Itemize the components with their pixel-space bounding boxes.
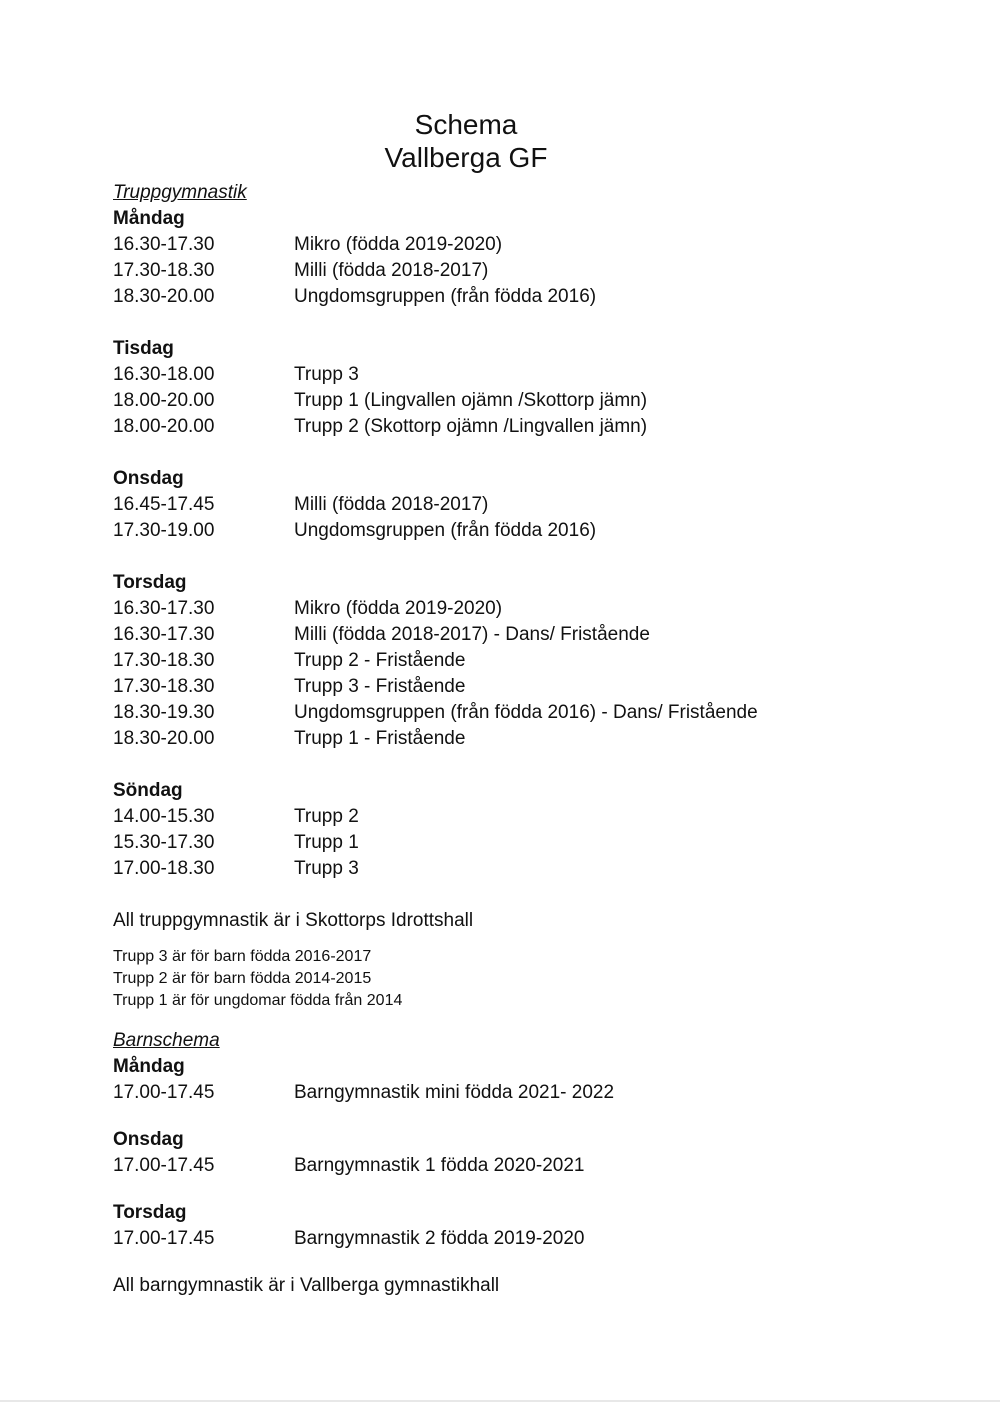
- activity-label: Trupp 2: [294, 806, 359, 827]
- activity-label: Trupp 3: [294, 364, 359, 385]
- time-range: 16.30-17.30: [113, 624, 215, 645]
- time-range: 18.00-20.00: [113, 416, 215, 437]
- time-range: 16.45-17.45: [113, 494, 215, 515]
- time-range: 15.30-17.30: [113, 832, 215, 853]
- schedule-row: [113, 804, 920, 830]
- schedule-row: [113, 414, 920, 440]
- activity-label: Barngymnastik 1 födda 2020-2021: [294, 1155, 585, 1176]
- day-block-mandag: [113, 206, 920, 310]
- note-line: Trupp 3 är för barn födda 2016-2017: [113, 948, 372, 965]
- schedule-row: [113, 284, 920, 310]
- activity-label: Ungdomsgruppen (från födda 2016): [294, 520, 597, 541]
- section-heading-truppgymnastik: Truppgymnastik: [113, 182, 247, 203]
- day-name: Söndag: [113, 780, 183, 801]
- day-block-torsdag: [113, 570, 920, 752]
- document-header: [113, 108, 819, 174]
- schedule-row: [113, 648, 920, 674]
- time-range: 17.30-18.30: [113, 260, 215, 281]
- page-subtitle: Vallberga GF: [384, 142, 548, 173]
- activity-label: Trupp 1: [294, 832, 359, 853]
- activity-label: Barngymnastik 2 födda 2019-2020: [294, 1228, 585, 1249]
- section-heading-barnschema: Barnschema: [113, 1030, 220, 1051]
- section-truppgymnastik: [113, 180, 920, 1012]
- time-range: 17.00-17.45: [113, 1228, 215, 1249]
- day-block-mandag-barn: [113, 1054, 920, 1106]
- schedule-row: [113, 232, 920, 258]
- day-name: Onsdag: [113, 1129, 184, 1150]
- activity-label: Ungdomsgruppen (från födda 2016): [294, 286, 597, 307]
- schedule-row: [113, 830, 920, 856]
- day-name: Tisdag: [113, 338, 174, 359]
- day-block-onsdag-barn: [113, 1127, 920, 1179]
- time-range: 16.30-18.00: [113, 364, 215, 385]
- time-range: 17.00-18.30: [113, 858, 215, 879]
- schedule-row: [113, 362, 920, 388]
- section-footer-barnschema: All barngymnastik är i Vallberga gymnastikhall: [113, 1275, 500, 1296]
- time-range: 18.30-20.00: [113, 728, 215, 749]
- time-range: 17.30-19.00: [113, 520, 215, 541]
- trupp-notes: [113, 946, 920, 1012]
- time-range: 16.30-17.30: [113, 598, 215, 619]
- day-block-onsdag: [113, 466, 920, 544]
- schedule-row: [113, 1153, 920, 1179]
- activity-label: Barngymnastik mini födda 2021- 2022: [294, 1082, 615, 1103]
- activity-label: Trupp 1 (Lingvallen ojämn /Skottorp jämn): [294, 390, 648, 411]
- day-block-sondag: [113, 778, 920, 882]
- page-title: Schema: [414, 109, 518, 140]
- day-name: Torsdag: [113, 572, 187, 593]
- day-block-torsdag-barn: [113, 1200, 920, 1252]
- time-range: 17.30-18.30: [113, 676, 215, 697]
- schedule-row: [113, 700, 920, 726]
- activity-label: Trupp 2 (Skottorp ojämn /Lingvallen jämn): [294, 416, 648, 437]
- schedule-row: [113, 1080, 920, 1106]
- time-range: 17.00-17.45: [113, 1082, 215, 1103]
- day-name: Måndag: [113, 1056, 185, 1077]
- activity-label: Mikro (födda 2019-2020): [294, 598, 503, 619]
- time-range: 18.00-20.00: [113, 390, 215, 411]
- activity-label: Trupp 1 - Fristående: [294, 728, 466, 749]
- activity-label: Milli (födda 2018-2017) - Dans/ Fristående: [294, 624, 650, 645]
- activity-label: Ungdomsgruppen (från födda 2016) - Dans/ Fristående: [294, 702, 758, 723]
- activity-label: Milli (födda 2018-2017): [294, 260, 489, 281]
- schedule-row: [113, 596, 920, 622]
- time-range: 18.30-19.30: [113, 702, 215, 723]
- time-range: 14.00-15.30: [113, 806, 215, 827]
- schedule-row: [113, 492, 920, 518]
- schedule-row: [113, 674, 920, 700]
- section-barnschema: [113, 1028, 920, 1299]
- schedule-row: [113, 258, 920, 284]
- time-range: 18.30-20.00: [113, 286, 215, 307]
- day-block-tisdag: [113, 336, 920, 440]
- activity-label: Mikro (födda 2019-2020): [294, 234, 503, 255]
- schedule-row: [113, 388, 920, 414]
- time-range: 16.30-17.30: [113, 234, 215, 255]
- day-name: Torsdag: [113, 1202, 187, 1223]
- schedule-row: [113, 1226, 920, 1252]
- activity-label: Trupp 2 - Fristående: [294, 650, 466, 671]
- schedule-row: [113, 726, 920, 752]
- section-footer-truppgymnastik: All truppgymnastik är i Skottorps Idrottshall: [113, 910, 474, 931]
- activity-label: Trupp 3: [294, 858, 359, 879]
- note-line: Trupp 1 är för ungdomar födda från 2014: [113, 992, 403, 1009]
- schedule-row: [113, 518, 920, 544]
- schedule-row: [113, 622, 920, 648]
- time-range: 17.00-17.45: [113, 1155, 215, 1176]
- note-line: Trupp 2 är för barn födda 2014-2015: [113, 970, 372, 987]
- day-name: Måndag: [113, 208, 185, 229]
- activity-label: Trupp 3 - Fristående: [294, 676, 466, 697]
- activity-label: Milli (födda 2018-2017): [294, 494, 489, 515]
- time-range: 17.30-18.30: [113, 650, 215, 671]
- day-name: Onsdag: [113, 468, 184, 489]
- schedule-row: [113, 856, 920, 882]
